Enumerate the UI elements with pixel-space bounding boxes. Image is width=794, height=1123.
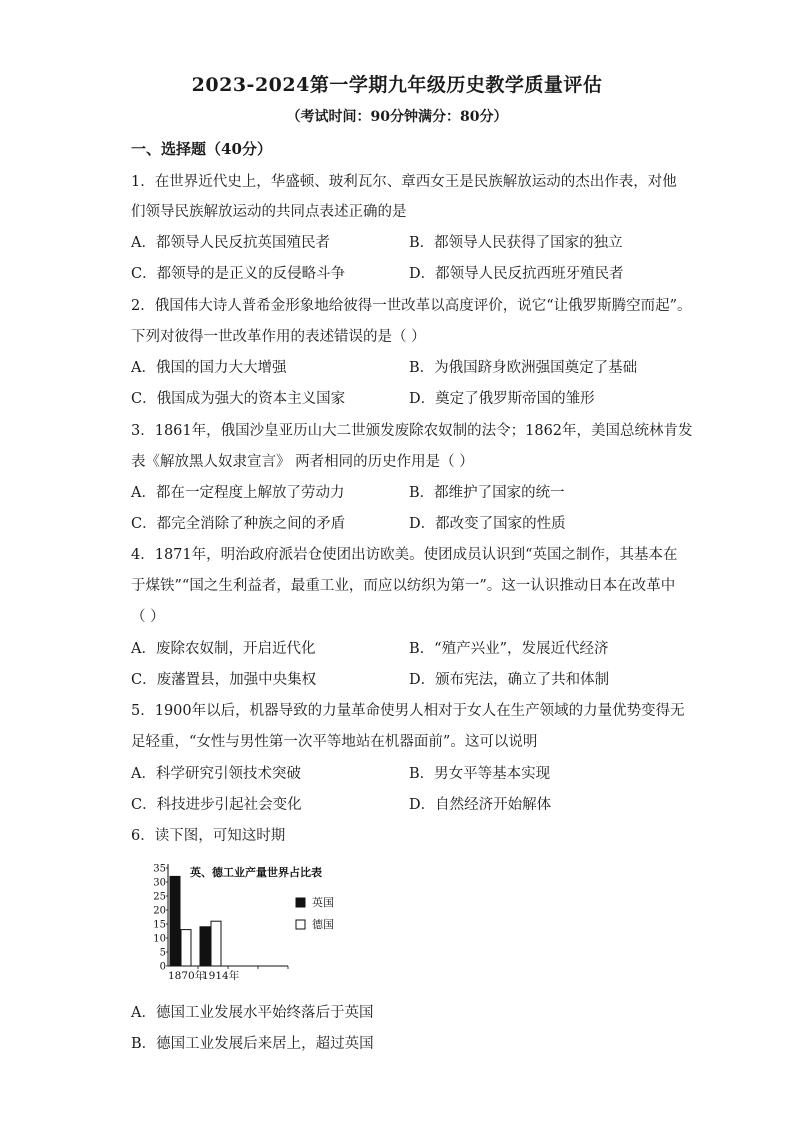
y-tick-label: 10 (153, 933, 166, 945)
question-3-option-b: B．都维护了国家的统一 (409, 485, 565, 501)
question-5-text-line-1: 5．1900年以后，机器导致的力量革命使男人相对于女人在生产领域的力量优势变得无 (131, 703, 685, 719)
question-5-option-c: C．科技进步引起社会变化 (131, 797, 302, 813)
section-heading: 一、选择题（40分） (131, 140, 272, 158)
question-6-text-line-1: 6．读下图，可知这时期 (131, 828, 286, 844)
chart-svg (138, 856, 378, 986)
question-1-option-c: C．都领导的是正义的反侵略斗争 (131, 266, 346, 282)
question-5-option-a: A．科学研究引领技术突破 (131, 766, 301, 782)
question-2-text-line-2: 下列对彼得一世改革作用的表述错误的是（ ） (131, 329, 426, 345)
question-3-text-line-1: 3．1861年，俄国沙皇亚历山大二世颁发废除农奴制的法令；1862年，美国总统林肯发 (131, 423, 693, 439)
bar-英国-1914年 (200, 927, 210, 966)
y-tick-label: 15 (153, 919, 166, 931)
legend-label: 德国 (312, 918, 334, 931)
question-2-option-c: C．俄国成为强大的资本主义国家 (131, 391, 346, 407)
bar-德国-1870年 (181, 930, 191, 966)
question-1-text-line-2: 们领导民族解放运动的共同点表述正确的是 (131, 204, 407, 220)
y-tick-label: 30 (153, 877, 166, 889)
question-2-option-d: D．奠定了俄罗斯帝国的雏形 (409, 391, 595, 407)
question-4-text-line-3: （ ） (131, 609, 165, 625)
question-4-option-c: C．废藩置县，加强中央集权 (131, 672, 317, 688)
question-2-option-b: B．为俄国跻身欧洲强国奠定了基础 (409, 360, 638, 376)
industry-share-chart (138, 856, 378, 986)
exam-info: （考试时间：90分钟满分：80分） (286, 109, 508, 125)
question-4-option-b: B．“殖产兴业”，发展近代经济 (409, 641, 609, 657)
y-tick-label: 0 (159, 961, 166, 973)
question-1-text-line-1: 1．在世界近代史上，华盛顿、玻利瓦尔、章西女王是民族解放运动的杰出作表，对他 (131, 174, 677, 190)
legend-label: 英国 (312, 896, 334, 909)
question-1-option-d: D．都领导人民反抗西班牙殖民者 (409, 266, 624, 282)
question-5-option-b: B．男女平等基本实现 (409, 766, 551, 782)
legend-swatch-英国 (296, 898, 305, 907)
question-1-option-a: A．都领导人民反抗英国殖民者 (131, 235, 330, 251)
x-tick-label: 1914年 (202, 970, 240, 982)
question-3-option-a: A．都在一定程度上解放了劳动力 (131, 485, 345, 501)
question-1-option-b: B．都领导人民获得了国家的独立 (409, 235, 623, 251)
question-2-text-line-1: 2．俄国伟大诗人普希金形象地给彼得一世改革以高度评价，说它“让俄罗斯腾空而起”。 (131, 298, 692, 314)
question-6-option-b: B．德国工业发展后来居上，超过英国 (131, 1036, 374, 1052)
question-3-option-c: C．都完全消除了种族之间的矛盾 (131, 516, 346, 532)
chart-title: 英、德工业产量世界占比表 (190, 866, 322, 879)
question-5-text-line-2: 足轻重，“女性与男性第一次平等地站在机器面前”。这可以说明 (131, 734, 538, 750)
bar-德国-1914年 (211, 921, 221, 966)
question-4-text-line-1: 4．1871年，明治政府派岩仓使团出访欧美。使团成员认识到“英国之制作，其基本在 (131, 547, 678, 563)
y-tick-label: 5 (159, 947, 166, 959)
x-tick-label: 1870年 (168, 970, 206, 982)
y-tick-label: 25 (153, 891, 166, 903)
legend-swatch-德国 (296, 920, 305, 929)
question-2-option-a: A．俄国的国力大大增强 (131, 360, 287, 376)
question-5-option-d: D．自然经济开始解体 (409, 797, 552, 813)
y-tick-label: 20 (153, 905, 166, 917)
question-3-text-line-2: 表《解放黑人奴隶宣言》 两者相同的历史作用是（ ） (131, 454, 474, 470)
bar-英国-1870年 (170, 876, 180, 966)
question-4-option-d: D．颁布宪法，确立了共和体制 (409, 672, 610, 688)
question-3-option-d: D．都改变了国家的性质 (409, 516, 566, 532)
question-4-option-a: A．废除农奴制，开启近代化 (131, 641, 316, 657)
question-6-option-a: A．德国工业发展水平始终落后于英国 (131, 1005, 374, 1021)
page-title: 2023-2024第一学期九年级历史教学质量评估 (191, 74, 603, 96)
question-4-text-line-2: 于煤铁”“国之生利益者，最重工业，而应以纺织为第一”。这一认识推动日本在改革中 (131, 578, 676, 594)
y-tick-label: 35 (153, 863, 166, 875)
